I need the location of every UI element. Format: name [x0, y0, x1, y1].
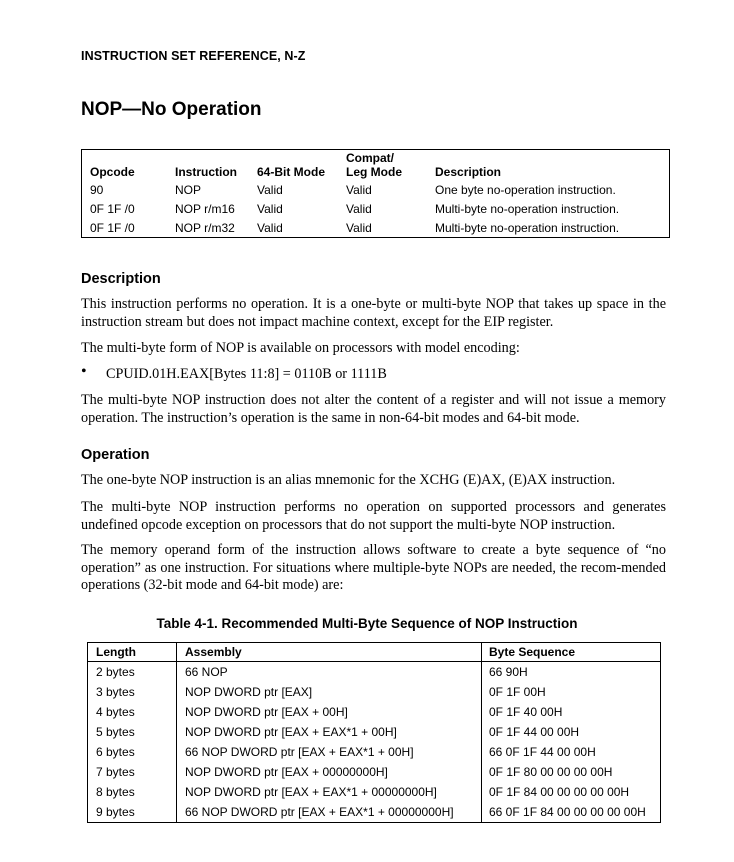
assembly-cell: NOP DWORD ptr [EAX]	[185, 685, 313, 699]
nop-sequence-table	[87, 642, 661, 823]
bullet-icon: •	[81, 363, 87, 380]
byte-sequence-cell: 0F 1F 80 00 00 00 00H	[489, 765, 613, 779]
byte-sequence-cell: 66 0F 1F 44 00 00H	[489, 745, 596, 759]
length-cell: 8 bytes	[96, 785, 135, 799]
opcode-table	[81, 149, 670, 238]
column-divider	[176, 643, 177, 822]
mode64-cell: Valid	[257, 221, 283, 235]
mode64-header: 64-Bit Mode	[257, 165, 326, 179]
running-head: INSTRUCTION SET REFERENCE, N-Z	[81, 49, 306, 63]
length-cell: 6 bytes	[96, 745, 135, 759]
opcode-cell: 0F 1F /0	[90, 221, 135, 235]
assembly-cell: 66 NOP	[185, 665, 228, 679]
operation-heading: Operation	[81, 447, 150, 463]
bullet-item: CPUID.01H.EAX[Bytes 11:8] = 0110B or 1111B	[106, 366, 387, 382]
byte-sequence-cell: 0F 1F 84 00 00 00 00 00H	[489, 785, 630, 799]
compat-header-line1: Compat/	[346, 151, 394, 165]
description-heading: Description	[81, 271, 161, 287]
length-cell: 5 bytes	[96, 725, 135, 739]
opcode-cell: 0F 1F /0	[90, 202, 135, 216]
byte-sequence-cell: 66 0F 1F 84 00 00 00 00 00H	[489, 805, 646, 819]
operation-paragraph-1: The one-byte NOP instruction is an alias mnemonic for the XCHG (E)AX, (E)AX instruction.	[81, 472, 616, 488]
page-title: NOP—No Operation	[81, 99, 262, 120]
length-cell: 4 bytes	[96, 705, 135, 719]
description-cell: Multi-byte no-operation instruction.	[435, 221, 620, 235]
assembly-cell: 66 NOP DWORD ptr [EAX + EAX*1 + 00H]	[185, 745, 414, 759]
description-cell: One byte no-operation instruction.	[435, 183, 616, 197]
description-paragraph-1: This instruction performs no operation. It is a one-byte or multi-byte NOP that takes up space in the instruction stream but does not impact machine context, except for the EIP register.	[81, 296, 666, 330]
instruction-cell: NOP r/m32	[175, 221, 235, 235]
compat-cell: Valid	[346, 202, 372, 216]
length-cell: 9 bytes	[96, 805, 135, 819]
header-divider	[88, 661, 660, 662]
instruction-cell: NOP r/m16	[175, 202, 235, 216]
byte-sequence-header: Byte Sequence	[489, 645, 576, 659]
length-header: Length	[96, 645, 136, 659]
mode64-cell: Valid	[257, 202, 283, 216]
description-cell: Multi-byte no-operation instruction.	[435, 202, 620, 216]
byte-sequence-cell: 0F 1F 40 00H	[489, 705, 563, 719]
opcode-cell: 90	[90, 183, 104, 197]
table-caption: Table 4-1. Recommended Multi-Byte Sequence of NOP Instruction	[156, 616, 578, 631]
byte-sequence-cell: 0F 1F 44 00 00H	[489, 725, 580, 739]
length-cell: 2 bytes	[96, 665, 135, 679]
assembly-cell: 66 NOP DWORD ptr [EAX + EAX*1 + 00000000H]	[185, 805, 454, 819]
column-divider	[481, 643, 482, 822]
mode64-cell: Valid	[257, 183, 283, 197]
compat-header-line2: Leg Mode	[346, 165, 402, 179]
instruction-header: Instruction	[175, 165, 237, 179]
byte-sequence-cell: 66 90H	[489, 665, 528, 679]
assembly-cell: NOP DWORD ptr [EAX + 00H]	[185, 705, 348, 719]
description-paragraph-2: The multi-byte form of NOP is available on processors with model encoding:	[81, 340, 520, 356]
instruction-cell: NOP	[175, 183, 202, 197]
assembly-cell: NOP DWORD ptr [EAX + 00000000H]	[185, 765, 388, 779]
description-header: Description	[435, 165, 502, 179]
assembly-cell: NOP DWORD ptr [EAX + EAX*1 + 00H]	[185, 725, 397, 739]
length-cell: 3 bytes	[96, 685, 135, 699]
description-paragraph-3: The multi-byte NOP instruction does not alter the content of a register and will not issue a memory operation. The instruction’s operation is the same in non-64-bit modes and 64-bit mode.	[81, 392, 666, 426]
operation-paragraph-2: The multi-byte NOP instruction performs no operation on supported processors and generates undefined opcode exception on processors that do not support the multi-byte NOP instruction.	[81, 499, 666, 533]
compat-cell: Valid	[346, 221, 372, 235]
operation-paragraph-3: The memory operand form of the instruction allows software to create a byte sequence of “no operation” as one instruction. For situations where multiple-byte NOPs are needed, the recom-mended operations (32-bit mode and 64-bit mode) are:	[81, 542, 666, 593]
assembly-header: Assembly	[185, 645, 242, 659]
assembly-cell: NOP DWORD ptr [EAX + EAX*1 + 00000000H]	[185, 785, 437, 799]
opcode-header: Opcode	[90, 165, 135, 179]
compat-cell: Valid	[346, 183, 372, 197]
byte-sequence-cell: 0F 1F 00H	[489, 685, 546, 699]
length-cell: 7 bytes	[96, 765, 135, 779]
